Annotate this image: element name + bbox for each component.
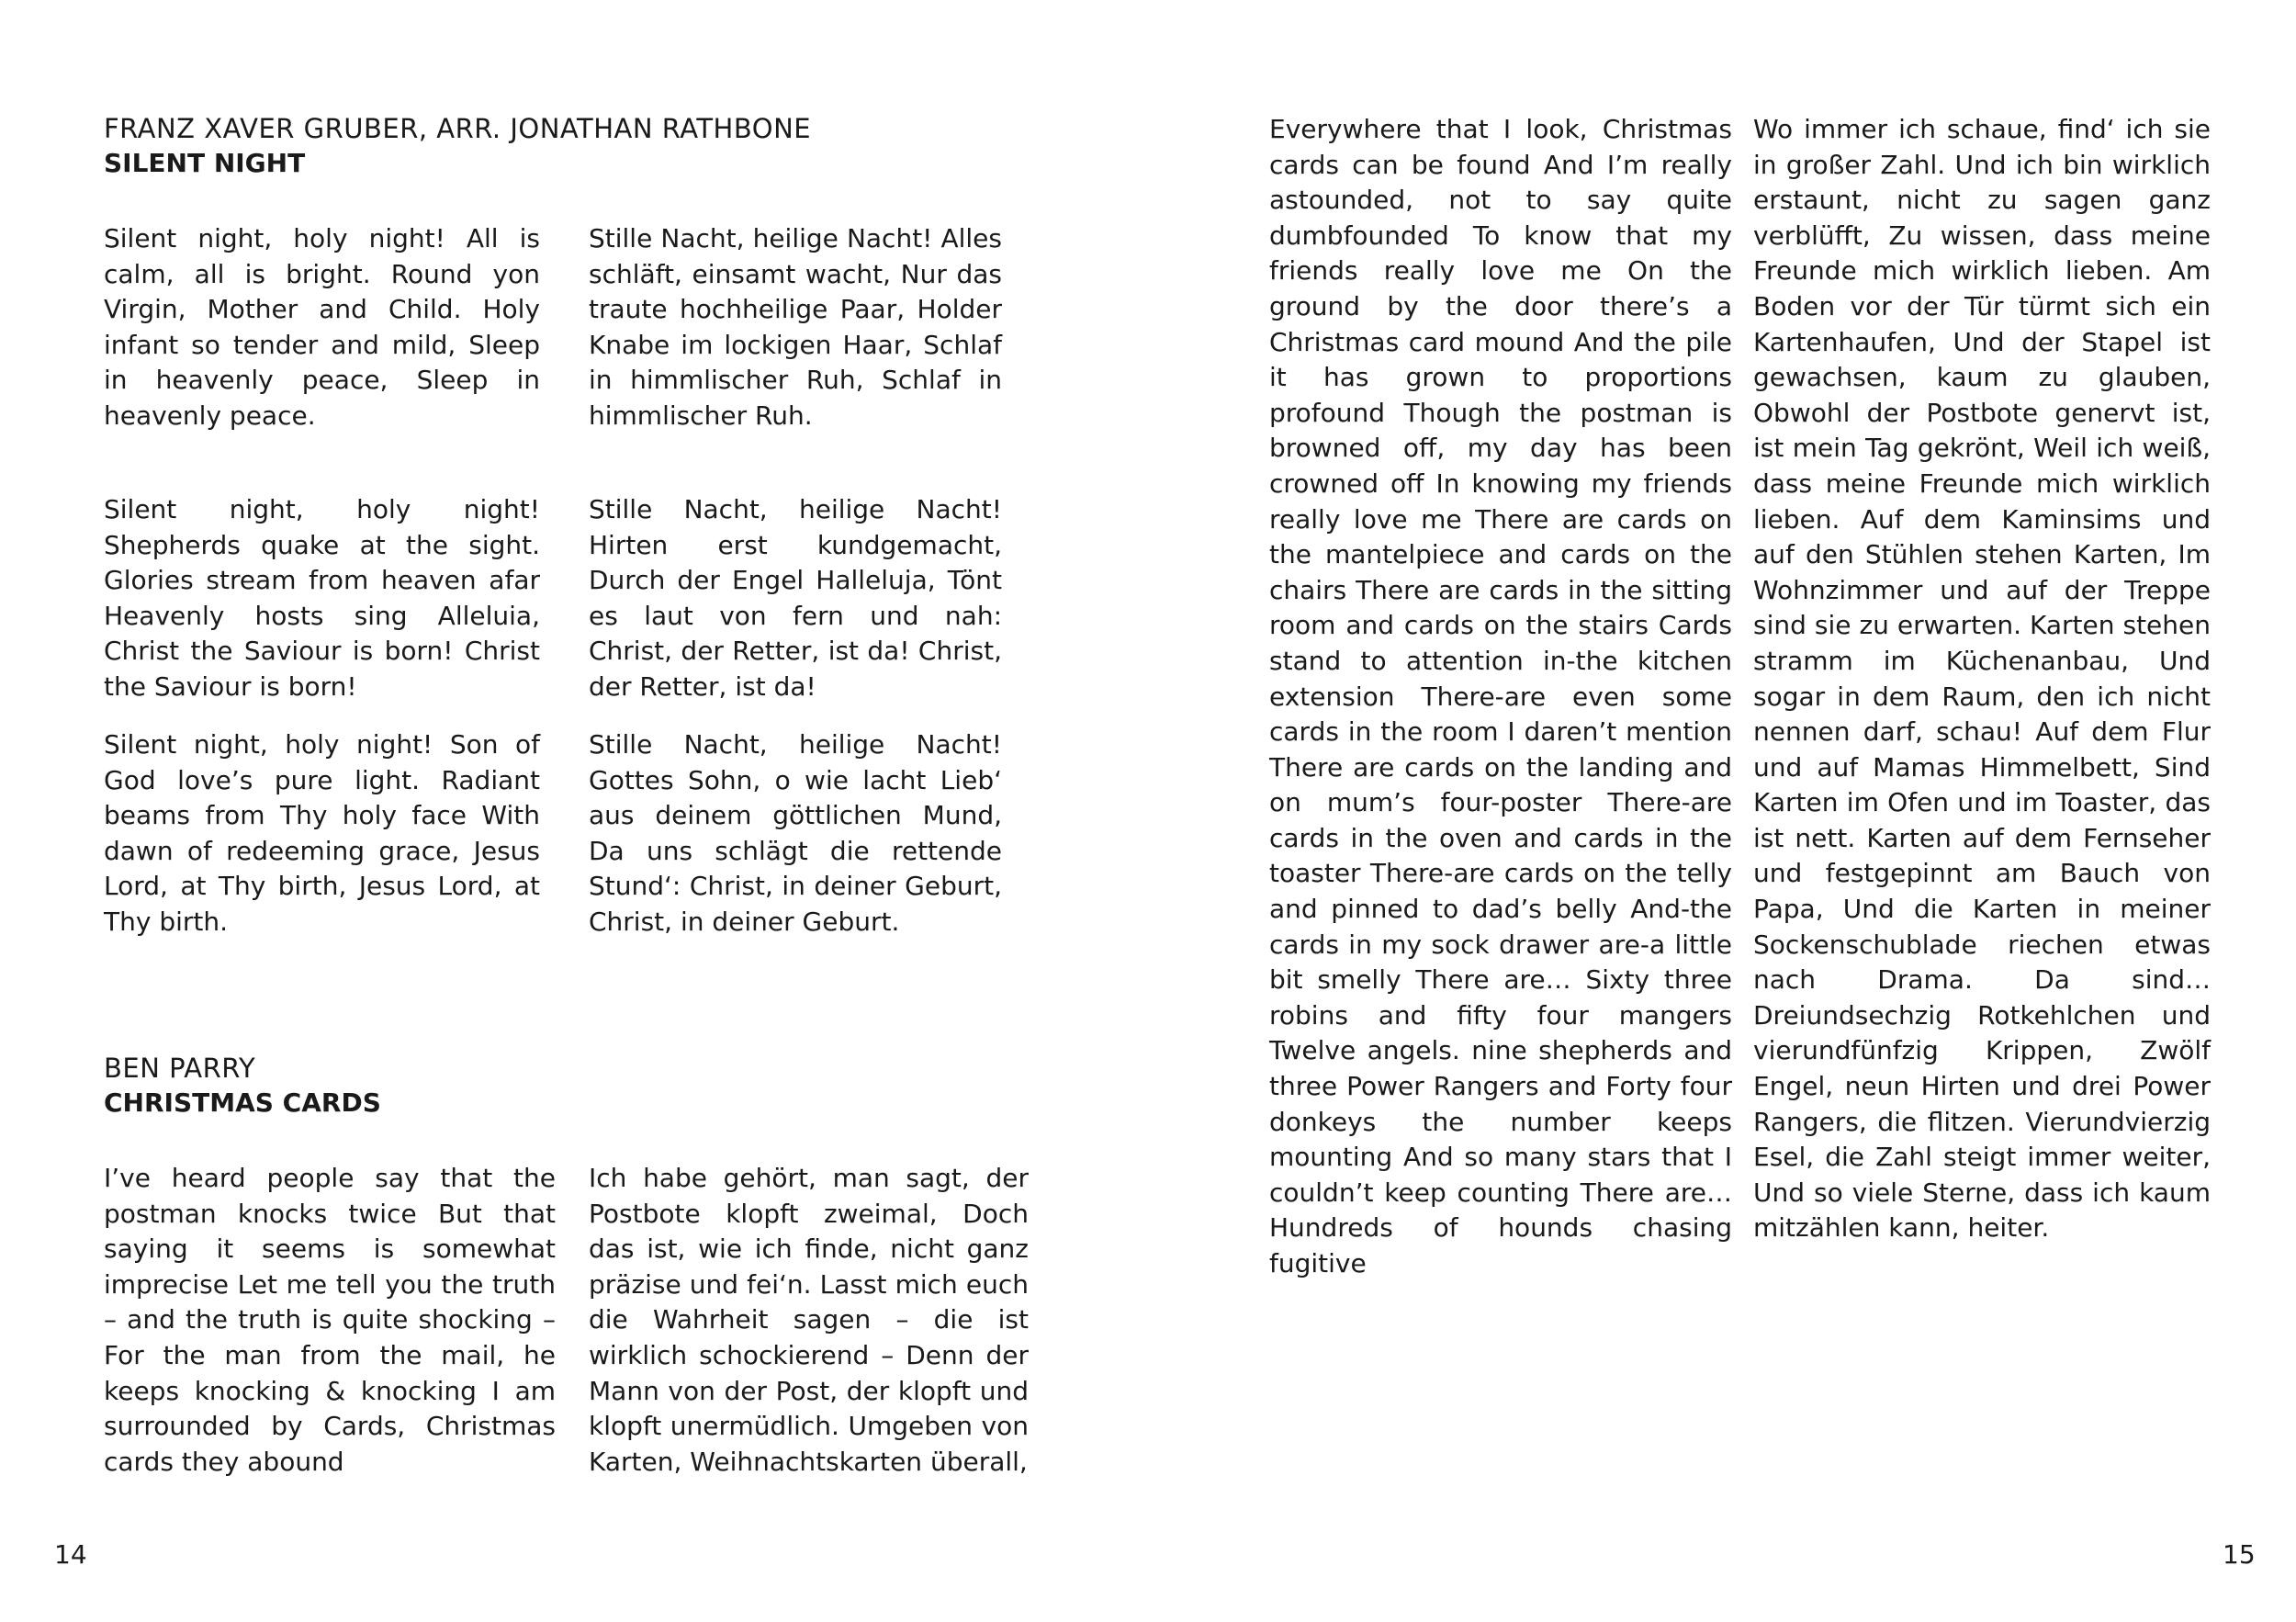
- silent-night-english-verse-2: [104, 492, 540, 705]
- verse-text: Stille Nacht, heilige Nacht! Gottes Sohn, o wie lacht Lieb‘ aus deinem göttlichen Mund, Da uns schlägt die rettende Stund‘: Christ, in deiner Geburt, Christ, in deiner Geburt.: [589, 729, 1002, 937]
- lyric-text: Wo immer ich schaue, find‘ ich sie in großer Zahl. Und ich bin wirklich erstaunt, nicht zu sagen ganz verblüfft, Zu wissen, dass meine Freunde mich wirklich lieben. Am Boden vor der Tür türmt sich ein Kartenhaufen, Und der Stapel ist gewachsen, kaum zu glauben, Obwohl der Postbote genervt ist, ist mein Tag gekrönt, Weil ich weiß, dass meine Freunde mich wirklich lieben. Auf dem Kaminsims und auf den Stühlen stehen Karten, Im Wohnzimmer und auf der Treppe sind sie zu erwarten. Karten stehen stramm im Küchenanbau, Und sogar in dem Raum, den ich nicht nennen darf, schau! Auf dem Flur und auf Mamas Himmelbett, Sind Karten im Ofen und im Toaster, das ist nett. Karten auf dem Fernseher und festgepinnt am Bauch von Papa, Und die Karten in meiner Sockenschublade riechen etwas nach Drama. Da sind… Dreiundsechzig Rotkehlchen und vierundfünfzig Krippen, Zwölf Engel, neun Hirten und drei Power Rangers, die flitzen. Vierundvierzig Esel, die Zahl steigt immer weiter, Und so viele Sterne, dass ich kaum mitzählen kann, heiter.: [1753, 114, 2211, 1244]
- silent-night-german-verse-3: [589, 727, 1002, 941]
- silent-night-title: SILENT NIGHT: [104, 148, 306, 178]
- silent-night-english-verse-1: [104, 221, 540, 434]
- silent-night-english-verse-3: [104, 727, 540, 941]
- christmas-cards-english-part-2: [1269, 112, 1732, 1282]
- christmas-cards-title: CHRISTMAS CARDS: [104, 1087, 381, 1118]
- silent-night-composer: FRANZ XAVER GRUBER, ARR. JONATHAN RATHBONE: [104, 113, 812, 144]
- verse-text: Silent night, holy night! Shepherds quake at the sight. Glories stream from heaven afar Heavenly hosts sing Alleluia, Christ the Saviour is born! Christ the Saviour is born!: [104, 494, 540, 702]
- lyric-text: Everywhere that I look, Christmas cards can be found And I’m really astounded, not to say quite dumbfounded To know that my friends really love me On the ground by the door there’s a Christmas card mound And the pile it has grown to proportions profound Though the postman is browned off, my day has been crowned off In knowing my friends really love me There are cards on the mantelpiece and cards on the chairs There are cards in the sitting room and cards on the stairs Cards stand to attention in-the kitchen extension There-are even some cards in the room I daren’t mention There are cards on the landing and on mum’s four-poster There-are cards in the oven and cards in the toaster There-are cards on the telly and pinned to dad’s belly And-the cards in my sock drawer are-a little bit smelly There are… Sixty three robins and fifty four mangers Twelve angels. nine shepherds and three Power Rangers and Forty four donkeys the number keeps mounting And so many stars that I couldn’t keep counting There are… Hundreds of hounds chasing fugitive: [1269, 114, 1732, 1278]
- silent-night-german-verse-2: [589, 492, 1002, 705]
- page-number-left: 14: [54, 1539, 87, 1570]
- christmas-cards-english-part-1: [104, 1161, 556, 1480]
- page-number-right: 15: [2223, 1539, 2256, 1570]
- verse-text: Silent night, holy night! All is calm, all is bright. Round yon Virgin, Mother and Child. Holy infant so tender and mild, Sleep in heavenly peace, Sleep in heavenly peace.: [104, 223, 540, 431]
- christmas-cards-composer: BEN PARRY: [104, 1053, 256, 1084]
- right-page: [1148, 0, 2296, 1622]
- christmas-cards-german-part-2: [1753, 112, 2211, 1246]
- silent-night-german-verse-1: [589, 221, 1002, 434]
- verse-text: Stille Nacht, heilige Nacht! Alles schläft, einsamt wacht, Nur das traute hochheilige Paar, Holder Knabe im lockigen Haar, Schlaf in himmlischer Ruh, Schlaf in himmlischer Ruh.: [589, 223, 1002, 431]
- verse-text: Silent night, holy night! Son of God love’s pure light. Radiant beams from Thy holy face With dawn of redeeming grace, Jesus Lord, at Thy birth, Jesus Lord, at Thy birth.: [104, 729, 540, 937]
- christmas-cards-german-part-1: [589, 1161, 1029, 1480]
- lyric-text: Ich habe gehört, man sagt, der Postbote klopft zweimal, Doch das ist, wie ich finde, nicht ganz präzise und fei‘n. Lasst mich euch die Wahrheit sagen – die ist wirklich schockierend – Denn der Mann von der Post, der klopft und klopft unermüdlich. Umgeben von Karten, Weihnachtskarten überall,: [589, 1163, 1029, 1477]
- verse-text: Stille Nacht, heilige Nacht! Hirten erst kundgemacht, Durch der Engel Halleluja, Tönt es laut von fern und nah: Christ, der Retter, ist da! Christ, der Retter, ist da!: [589, 494, 1002, 702]
- lyric-text: I’ve heard people say that the postman knocks twice But that saying it seems is somewhat imprecise Let me tell you the truth – and the truth is quite shocking – For the man from the mail, he keeps knocking & knocking I am surrounded by Cards, Christmas cards they abound: [104, 1163, 556, 1477]
